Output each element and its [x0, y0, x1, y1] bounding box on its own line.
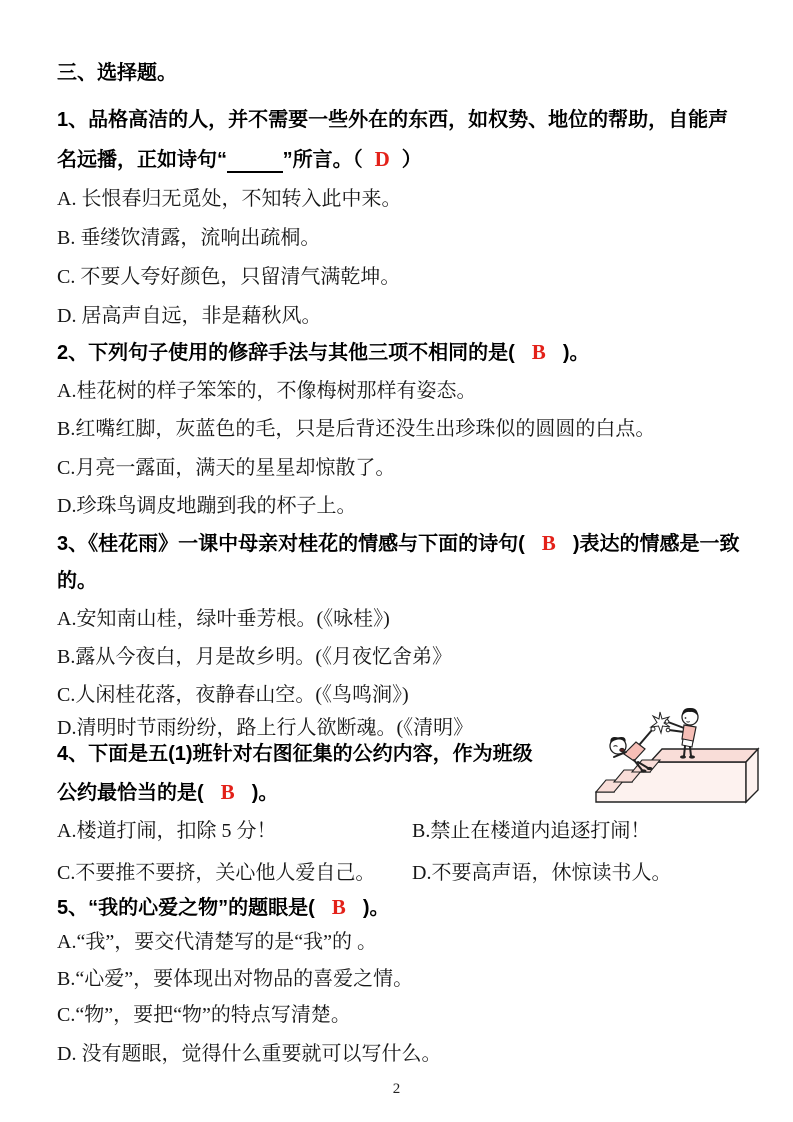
q4-stem-line2-pre: 公约最恰当的是( — [57, 782, 204, 804]
q1-stem-line2-pre: 名远播，正如诗句“ — [57, 149, 227, 171]
stairs-top-face — [650, 749, 758, 762]
q1-option-d: D. 居高声自远，非是藉秋风。 — [57, 305, 322, 327]
q5-stem — [57, 895, 389, 920]
q5-option-d: D. 没有题眼，觉得什么重要就可以写什么。 — [57, 1043, 442, 1065]
q5-option-b: B.“心爱”，要体现出对物品的喜爱之情。 — [57, 968, 414, 990]
q1-option-a: A. 长恨春归无觅处，不知转入此中来。 — [57, 188, 402, 210]
q3-stem-line2: 的。 — [57, 570, 97, 592]
q4-option-a: A.楼道打闹，扣除 5 分！ — [57, 820, 277, 842]
q3-stem-line1 — [57, 531, 739, 556]
q5-answer-letter: B — [331, 895, 346, 919]
q1-answer-letter: D — [374, 147, 390, 171]
section-title: 三、选择题。 — [57, 62, 177, 84]
q4-option-c: C.不要推不要挤，关心他人爱自己。 — [57, 862, 376, 884]
q3-answer-letter: B — [541, 531, 556, 555]
page-number: 2 — [392, 1081, 401, 1097]
q4-option-b: B.禁止在楼道内追逐打闹！ — [412, 820, 651, 842]
q3-option-d: D.清明时节雨纷纷，路上行人欲断魂。(《清明》 — [57, 717, 474, 739]
q1-stem-line2-post: ） — [401, 149, 422, 171]
q3-stem-post: )表达的情感是一致 — [572, 533, 740, 555]
q4-stem-line1: 4、下面是五(1)班针对右图征集的公约内容，作为班级 — [57, 743, 533, 765]
q5-option-c: C.“物”，要把“物”的特点写清楚。 — [57, 1004, 351, 1026]
q3-option-b: B.露从今夜白，月是故乡明。(《月夜忆舍弟》 — [57, 646, 452, 668]
q1-option-c: C. 不要人夸好颜色，只留清气满乾坤。 — [57, 266, 401, 288]
q2-stem-pre: 2、下列句子使用的修辞手法与其他三项不相同的是( — [57, 342, 515, 364]
q5-stem-pre: 5、“我的心爱之物”的题眼是( — [57, 897, 315, 919]
q4-stem-line2-post: )。 — [251, 782, 279, 804]
q4-option-d: D.不要高声语，休惊读书人。 — [412, 862, 672, 884]
q3-option-c: C.人闲桂花落，夜静春山空。(《鸟鸣涧》) — [57, 684, 409, 706]
q2-option-a: A.桂花树的样子笨笨的，不像梅树那样有姿态。 — [57, 380, 477, 402]
q5-option-a: A.“我”，要交代清楚写的是“我”的 。 — [57, 931, 377, 953]
q2-option-c: C.月亮一露面，满天的星星却惊散了。 — [57, 457, 396, 479]
q1-stem-line2 — [57, 147, 422, 172]
q3-stem-pre: 3、《桂花雨》一课中母亲对桂花的情感与下面的诗句( — [57, 533, 525, 555]
q4-stem-line2 — [57, 780, 278, 805]
q2-answer-letter: B — [531, 340, 546, 364]
q2-stem-post: )。 — [562, 342, 590, 364]
q4-answer-letter: B — [220, 780, 235, 804]
q3-option-a: A.安知南山桂，绿叶垂芳根。(《咏桂》) — [57, 608, 390, 630]
q2-option-b: B.红嘴红脚，灰蓝色的毛，只是后背还没生出珍珠似的圆圆的白点。 — [57, 418, 656, 440]
q5-stem-post: )。 — [362, 897, 390, 919]
stairs-pushing-illustration — [588, 704, 768, 808]
q1-answer-blank — [227, 149, 283, 173]
q2-option-d: D.珍珠鸟调皮地蹦到我的杯子上。 — [57, 495, 357, 517]
q1-stem-line2-mid: ”所言。（ — [282, 149, 363, 171]
q1-option-b: B. 垂缕饮清露，流响出疏桐。 — [57, 227, 321, 249]
q1-stem-line1: 1、品格高洁的人，并不需要一些外在的东西，如权势、地位的帮助，自能声 — [57, 109, 729, 131]
q2-stem — [57, 340, 589, 365]
